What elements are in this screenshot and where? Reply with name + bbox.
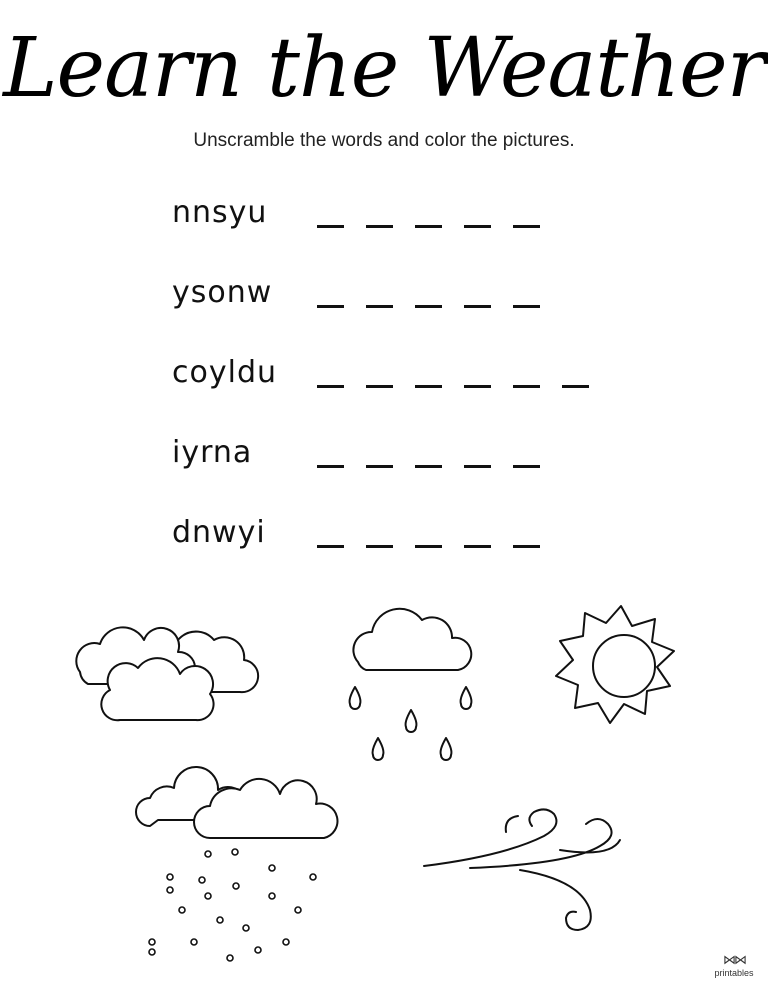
letter-blank[interactable] (464, 545, 491, 548)
letter-blank[interactable] (415, 385, 442, 388)
letter-blank[interactable] (415, 545, 442, 548)
sun-icon (556, 606, 674, 723)
letter-blank[interactable] (464, 465, 491, 468)
word-row (172, 435, 652, 515)
cloud-icon (76, 627, 258, 720)
letter-blank[interactable] (464, 385, 491, 388)
wind-icon (424, 809, 620, 930)
word-list (172, 195, 652, 595)
rain-cloud-icon (350, 609, 472, 760)
letter-blank[interactable] (513, 225, 540, 228)
instructions: Unscramble the words and color the pictures. (193, 130, 575, 151)
letter-blank[interactable] (513, 545, 540, 548)
word-row (172, 195, 652, 275)
letter-blank[interactable] (366, 545, 393, 548)
answer-blanks[interactable] (317, 355, 589, 388)
answer-blanks[interactable] (317, 515, 540, 548)
word-row (172, 515, 652, 595)
letter-blank[interactable] (464, 305, 491, 308)
letter-blank[interactable] (317, 545, 344, 548)
letter-blank[interactable] (366, 225, 393, 228)
letter-blank[interactable] (415, 305, 442, 308)
scrambled-word: dnwyi (172, 515, 266, 550)
letter-blank[interactable] (317, 465, 344, 468)
word-row (172, 355, 652, 435)
letter-blank[interactable] (366, 465, 393, 468)
letter-blank[interactable] (415, 465, 442, 468)
page-title: Learn the Weather (3, 21, 765, 116)
answer-blanks[interactable] (317, 275, 540, 308)
scrambled-word: ysonw (172, 275, 273, 310)
letter-blank[interactable] (317, 305, 344, 308)
scrambled-word: iyrna (172, 435, 253, 470)
scrambled-word: coyldu (172, 355, 277, 390)
snow-cloud-icon (136, 767, 337, 961)
answer-blanks[interactable] (317, 195, 540, 228)
butterfly-icon: ⋈⋈ (723, 952, 745, 967)
letter-blank[interactable] (562, 385, 589, 388)
letter-blank[interactable] (317, 225, 344, 228)
word-row (172, 275, 652, 355)
scrambled-word: nnsyu (172, 195, 268, 230)
printables-logo: ⋈⋈ printables (706, 952, 762, 978)
letter-blank[interactable] (513, 305, 540, 308)
answer-blanks[interactable] (317, 435, 540, 468)
letter-blank[interactable] (415, 225, 442, 228)
letter-blank[interactable] (366, 305, 393, 308)
letter-blank[interactable] (513, 465, 540, 468)
letter-blank[interactable] (317, 385, 344, 388)
weather-pictures (0, 590, 768, 990)
letter-blank[interactable] (366, 385, 393, 388)
letter-blank[interactable] (513, 385, 540, 388)
letter-blank[interactable] (464, 225, 491, 228)
